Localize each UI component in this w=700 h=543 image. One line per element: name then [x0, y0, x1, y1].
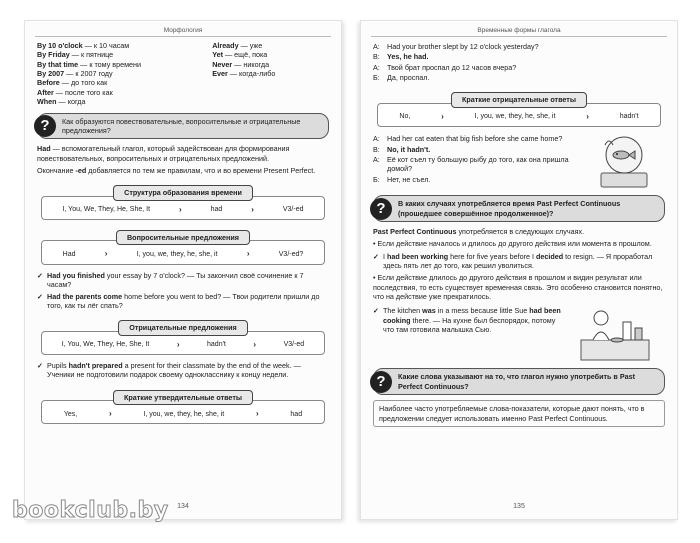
- example-question-1: [37, 271, 329, 290]
- example-kitchen: [373, 306, 566, 360]
- time-marker: [212, 41, 329, 50]
- dialog-line: [373, 175, 583, 184]
- time-marker-en: By 10 o'clock: [37, 41, 83, 50]
- time-marker: [37, 50, 206, 59]
- question-box-formation: [37, 113, 329, 140]
- dialog-text: Had her cat eaten that big fish before she came home?: [387, 134, 563, 144]
- arrow-icon: ›: [251, 204, 254, 214]
- time-markers: [37, 41, 329, 107]
- dialog-line: [373, 63, 665, 72]
- structure-box-questions: [41, 230, 325, 265]
- formula-part: I, you, we, they, he, she, it: [143, 410, 225, 418]
- speaker-label: A:: [373, 134, 380, 144]
- ppc-intro-text: употребляется в следующих случаях.: [456, 226, 585, 236]
- right-running-header: Временные формы глагола: [477, 27, 561, 34]
- left-running-header: Морфология: [163, 27, 203, 34]
- check-icon: ✓: [373, 251, 380, 261]
- time-marker: [37, 41, 206, 50]
- time-marker-ru: — до того как: [59, 78, 108, 88]
- check-icon: ✓: [37, 291, 44, 301]
- ed-text-end: добавляется по тем же правилам, что и во времени Present Perfect.: [86, 165, 316, 175]
- right-header-rule: [371, 36, 667, 37]
- dialog-text: Твой брат проспал до 12 часов вчера?: [387, 62, 517, 72]
- dialog-text: Yes, he had.: [387, 52, 429, 62]
- structure-title: Краткие утвердительные ответы: [113, 390, 253, 405]
- dialog-line: [373, 134, 583, 143]
- time-marker-ru: — никогда: [232, 59, 270, 69]
- time-marker-en: By 2007: [37, 69, 65, 79]
- case-1: • Если действие началось и длилось до другого действия или момента в прошлом.: [373, 239, 652, 249]
- time-marker-en: By that time: [37, 59, 79, 69]
- time-marker: [212, 50, 329, 59]
- arrow-icon: ›: [246, 249, 250, 259]
- cat-illustration: [583, 133, 665, 189]
- structure-title: Отрицательные предложения: [118, 320, 247, 335]
- time-marker-ru: — к пятнице: [69, 50, 114, 60]
- formula-part: Had: [62, 251, 76, 259]
- arrow-icon: ›: [176, 339, 180, 349]
- structure-title: Структура образования времени: [113, 185, 253, 200]
- example-text: [47, 292, 329, 311]
- example-negative: [37, 361, 329, 380]
- speaker-label: B:: [373, 144, 380, 154]
- dialog-line: [373, 52, 665, 61]
- example-rest: there. — На кухне был беспорядок, потому что там готовила малышка Сью.: [383, 315, 556, 335]
- time-marker: [37, 97, 206, 106]
- arrow-icon: ›: [104, 249, 108, 259]
- formula-part: No,: [399, 113, 411, 121]
- formula-part: had: [210, 206, 223, 214]
- structure-box-short-affirmative: [41, 390, 325, 425]
- dialog-text: No, it hadn't.: [387, 144, 431, 154]
- had-paragraph: [37, 144, 329, 163]
- arrow-icon: ›: [586, 111, 589, 121]
- dialog-slept: [373, 42, 665, 82]
- example-bold: had been working: [387, 251, 449, 261]
- structure-box-negative: [41, 320, 325, 355]
- case-2: • Если действие длилось до другого действия в прошлом и видин результат или последствия, то есть существует временная связь. Это особенно становится понятно, что на действие уже прекратилось.: [373, 273, 663, 302]
- dialog-line: [373, 145, 583, 154]
- ed-text-start: Окончание: [37, 165, 76, 175]
- time-marker-ru: — уже: [238, 41, 263, 50]
- dialog-text: Нет, не съел.: [387, 174, 431, 184]
- arrow-icon: ›: [253, 339, 257, 349]
- question-box-usage: [373, 195, 665, 222]
- formula-part: V3/-ed?: [278, 251, 304, 259]
- ppc-term: Past Perfect Continuous: [373, 226, 457, 236]
- structure-title: Вопросительные предложения: [116, 230, 250, 245]
- speaker-label: A:: [373, 42, 380, 51]
- structure-box-short-negative: [377, 92, 661, 127]
- example-rest: your essay by 7 o'clock? — Ты закончил своё сочинение к 7 часам?: [47, 270, 304, 290]
- speaker-label: Б:: [373, 174, 380, 184]
- example-text: [383, 306, 566, 360]
- dialog-cat-block: [373, 133, 665, 189]
- speaker-label: A:: [373, 62, 380, 72]
- example-mid: in a mess because little Sue: [435, 306, 530, 316]
- time-marker-ru: — к 10 часам: [82, 41, 130, 50]
- dialog-line: [373, 42, 665, 51]
- time-marker-en: By Friday: [37, 50, 70, 60]
- structure-title: Краткие отрицательные ответы: [451, 92, 587, 107]
- kitchen-mess-icon: [579, 304, 651, 362]
- time-markers-left: [37, 41, 206, 107]
- arrow-icon: ›: [109, 409, 112, 419]
- time-marker-en: Already: [212, 41, 239, 50]
- time-marker: [212, 60, 329, 69]
- time-marker: [37, 69, 206, 78]
- dialog-text: Её кот съел ту большую рыбу до того, как она пришла домой?: [387, 154, 569, 174]
- ed-paragraph: [37, 166, 329, 175]
- check-icon: ✓: [37, 270, 44, 280]
- question-box-markers: [373, 368, 665, 395]
- structure-box-formation: [41, 185, 325, 220]
- time-marker-ru: — когда-либо: [227, 69, 276, 79]
- time-marker-en: Yet: [212, 50, 223, 60]
- example-kitchen-block: [373, 304, 665, 362]
- example-question-2: [37, 292, 329, 311]
- had-definition: — вспомогательный глагол, который задействован для формирования повествовательных, вопросительных и отрицательных предложений.: [37, 144, 290, 163]
- time-marker: [37, 88, 206, 97]
- cat-fishbowl-icon: [595, 133, 653, 189]
- right-page: [360, 20, 678, 520]
- formula-part: I, you, we, they, he, she, it: [136, 251, 218, 259]
- example-bold: Had the parents come: [47, 291, 123, 301]
- example-bold-2: decided: [536, 251, 564, 261]
- had-term: Had: [37, 144, 51, 154]
- dialog-text: Had your brother slept by 12 o'clock yesterday?: [387, 42, 539, 51]
- arrow-icon: ›: [255, 409, 259, 419]
- time-marker-en: Never: [212, 59, 233, 69]
- ppc-intro: [373, 227, 665, 236]
- formula-part: I, You, We, They, He, She, It: [62, 206, 151, 214]
- time-marker: [37, 78, 206, 87]
- time-marker-en: Before: [37, 78, 60, 88]
- markers-paragraph: Наиболее часто употребляемые слова-показатели, которые дают понять, что в предложении следует использовать именно Past Perfect Continuous.: [373, 400, 665, 427]
- check-icon: ✓: [373, 306, 380, 316]
- example-rest: home before you went to bed? — Твои родители пришли до того, как ты лёг спать?: [47, 291, 320, 310]
- arrow-icon: ›: [441, 111, 444, 121]
- example-working: [373, 252, 665, 271]
- example-text: [47, 271, 329, 290]
- ed-term: -ed: [75, 165, 87, 175]
- formula-part: hadn't: [619, 113, 639, 121]
- example-rest: to resign. — Я проработал здесь пять лет до того, как решил уволиться.: [383, 251, 653, 270]
- left-page-number: 134: [177, 502, 189, 510]
- kitchen-illustration: [566, 304, 665, 362]
- time-marker-ru: — к тому времени: [78, 59, 142, 69]
- time-marker-en: Ever: [212, 69, 228, 79]
- example-bold-2: had been cooking: [383, 306, 561, 325]
- example-text: [383, 252, 665, 271]
- formula-part: V3/-ed: [283, 341, 305, 349]
- check-icon: ✓: [37, 361, 44, 370]
- dialog-text: Да, проспал.: [387, 73, 430, 83]
- formula-part: Yes,: [63, 410, 78, 418]
- time-marker-en: After: [37, 87, 54, 97]
- formula-part: had: [290, 410, 303, 418]
- right-content: [373, 41, 665, 430]
- formula-part: hadn't: [207, 341, 226, 349]
- time-marker-ru: — ещё, пока: [223, 50, 268, 60]
- formula-part: I, you, we, they, he, she, it: [474, 113, 556, 121]
- time-marker-ru: — когда: [56, 97, 86, 107]
- watermark-logo: bookclub.by: [12, 498, 169, 523]
- example-bold: Had you finished: [47, 270, 105, 280]
- question-mark-icon: ?: [370, 198, 392, 220]
- time-marker: [37, 60, 206, 69]
- dialog-line: [373, 73, 665, 82]
- left-content: [37, 41, 329, 430]
- question-text: Как образуются повествовательные, вопросительные и отрицательные предложения?: [62, 116, 301, 135]
- example-mid: here for five years before I: [448, 251, 536, 261]
- question-text: Какие слова указывают на то, что глагол нужно употребить в Past Perfect Continuous?: [398, 372, 636, 391]
- dialog-cat: [373, 133, 583, 189]
- time-marker-ru: — к 2007 году: [64, 69, 113, 79]
- question-mark-icon: ?: [370, 371, 392, 393]
- time-marker-en: When: [37, 97, 57, 107]
- time-marker-ru: — после того как: [53, 87, 113, 97]
- example-rest: a present for their classmate by the end of the week. — Ученики не подготовили подарок своему однокласснику к концу недели.: [47, 361, 301, 380]
- example-start: Pupils: [47, 361, 69, 370]
- left-header-rule: [35, 36, 331, 37]
- time-marker: [212, 69, 329, 78]
- speaker-label: Б:: [373, 73, 380, 83]
- formula-part: I, You, We, They, He, She, It: [61, 341, 150, 349]
- time-markers-right: [212, 41, 329, 107]
- speaker-label: B:: [373, 52, 380, 62]
- right-page-number: 135: [513, 502, 525, 510]
- speaker-label: A:: [373, 154, 380, 164]
- example-bold: hadn't prepared: [68, 361, 123, 370]
- arrow-icon: ›: [178, 204, 182, 214]
- left-page: [24, 20, 342, 520]
- example-text: [47, 361, 329, 380]
- dialog-line: [373, 155, 583, 174]
- example-start: I: [383, 251, 387, 261]
- example-start: The kitchen: [383, 306, 423, 316]
- question-mark-icon: ?: [34, 115, 56, 137]
- example-bold: was: [422, 306, 436, 316]
- question-text: В каких случаях употребляется время Past Perfect Continuous (прошедшее совершённое продолженное)?: [398, 199, 621, 218]
- formula-part: V3/-ed: [282, 206, 304, 214]
